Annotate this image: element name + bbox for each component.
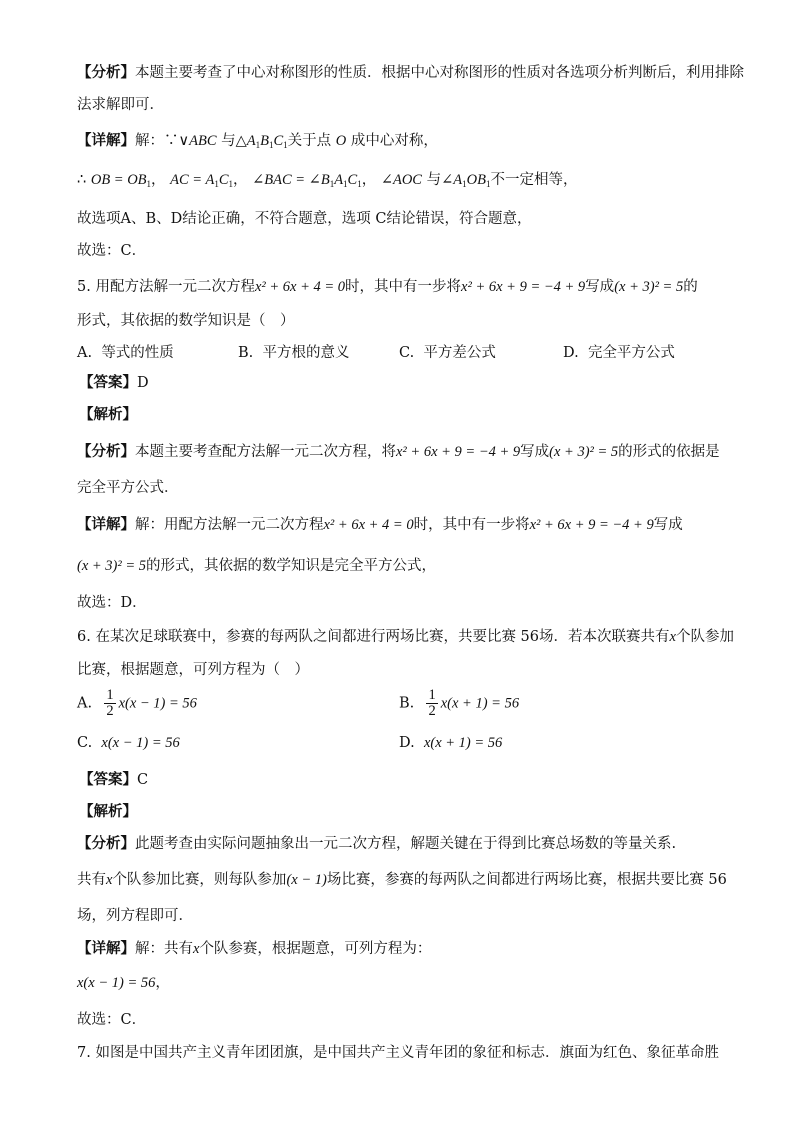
q6-option-d: D. x(x + 1) = 56 xyxy=(399,735,503,751)
q5-analysis-line1: 【分析】本题主要考查配方法解一元二次方程，将x² + 6x + 9 = −4 + 9写成(x + 3)² = 5的形式的依据是 xyxy=(77,444,720,460)
q4-choose: 故选：C． xyxy=(77,243,147,259)
q4-detail-line1: 【详解】解：∵∨ABC 与$\triangle A_1B_1C_1$关于点 O 成中心对称， xyxy=(77,133,438,150)
q6-detail-eq: x(x − 1) = 56， xyxy=(77,975,170,991)
q4-analysis-line1 xyxy=(77,63,744,83)
q5-eq-step: x² + 6x + 9 = −4 + 9 xyxy=(461,279,586,295)
q4-analysis-line2: 法求解即可． xyxy=(77,97,164,113)
q4-conclusion: 故选项A、B、D结论正确，不符合题意，选项 C结论错误，符合题意， xyxy=(77,211,532,227)
q6-jiexi: 【解析】 xyxy=(79,804,137,820)
q4-detail-line2: ∴ OB = $OB_1$， AC = $A_1C_1$， ∠BAC = $\angle B_1A_1C_1$， ∠AOC 与$\angle A_1OB_1$不一定相等， xyxy=(77,172,578,189)
q5-jiexi: 【解析】 xyxy=(79,407,137,423)
q6-answer: 【答案】C xyxy=(79,772,149,788)
analysis-tag: 【分析】 xyxy=(77,65,135,81)
q6-analysis-line2: 共有x个队参加比赛，则每队参加(x − 1)场比赛，参赛的每两队之间都进行两场比赛，根据共要比赛 56 xyxy=(77,872,727,888)
q5-analysis-line2: 完全平方公式． xyxy=(77,480,179,496)
q7-stem-line1: 7. 如图是中国共产主义青年团团旗，是中国共产主义青年团的象征和标志．旗面为红色、象征革命胜 xyxy=(77,1045,719,1061)
q5-detail-line2: (x + 3)² = 5的形式，其依据的数学知识是完全平方公式， xyxy=(77,558,437,574)
q5-stem-line2: 形式，其依据的数学知识是（ ） xyxy=(77,313,295,329)
q5-option-d: D. 完全平方公式 xyxy=(563,345,675,361)
q6-choose: 故选：C． xyxy=(77,1012,147,1028)
q6-analysis-line1: 【分析】此题考查由实际问题抽象出一元二次方程，解题关键在于得到比赛总场数的等量关系. xyxy=(77,836,677,852)
q6-detail-line1: 【详解】解：共有x个队参赛，根据题意，可列方程为： xyxy=(77,941,432,957)
q5-detail-line1: 【详解】解：用配方法解一元二次方程x² + 6x + 4 = 0时，其中有一步将x² + 6x + 9 = −4 + 9写成 xyxy=(77,517,683,533)
q5-answer: 【答案】D xyxy=(79,375,149,391)
q6-analysis-line3: 场，列方程即可． xyxy=(77,908,193,924)
q5-eq-result: (x + 3)² = 5 xyxy=(614,279,684,295)
q6-stem-line2: 比赛，根据题意，可列方程为（ ） xyxy=(77,662,309,678)
q6-option-c: C. x(x − 1) = 56 xyxy=(77,735,180,751)
q4-analysis-text: 本题主要考查了中心对称图形的性质．根据中心对称图形的性质对各选项分析判断后，利用排除 xyxy=(135,65,744,81)
q5-option-a: A. 等式的性质 xyxy=(77,345,174,361)
q5-option-c: C. 平方差公式 xyxy=(399,345,496,361)
q6-stem-line1: 6. 在某次足球联赛中，参赛的每两队之间都进行两场比赛，共要比赛 56场．若本次联赛共有x个队参加 xyxy=(77,629,734,645)
detail-tag: 【详解】 xyxy=(77,133,135,149)
q5-stem-line1: 5. 用配方法解一元二次方程x² + 6x + 4 = 0时，其中有一步将x² + 6x + 9 = −4 + 9写成(x + 3)² = 5的 xyxy=(77,279,698,295)
q5-option-b: B. 平方根的意义 xyxy=(238,345,350,361)
q6-option-a: A. $\frac{1}{2}$ x(x − 1) = 56 xyxy=(77,687,197,719)
q5-choose: 故选：D． xyxy=(77,595,147,611)
q6-option-b: B. $\frac{1}{2}$ x(x + 1) = 56 xyxy=(399,687,520,719)
q5-eq-original: x² + 6x + 4 = 0 xyxy=(254,279,346,295)
